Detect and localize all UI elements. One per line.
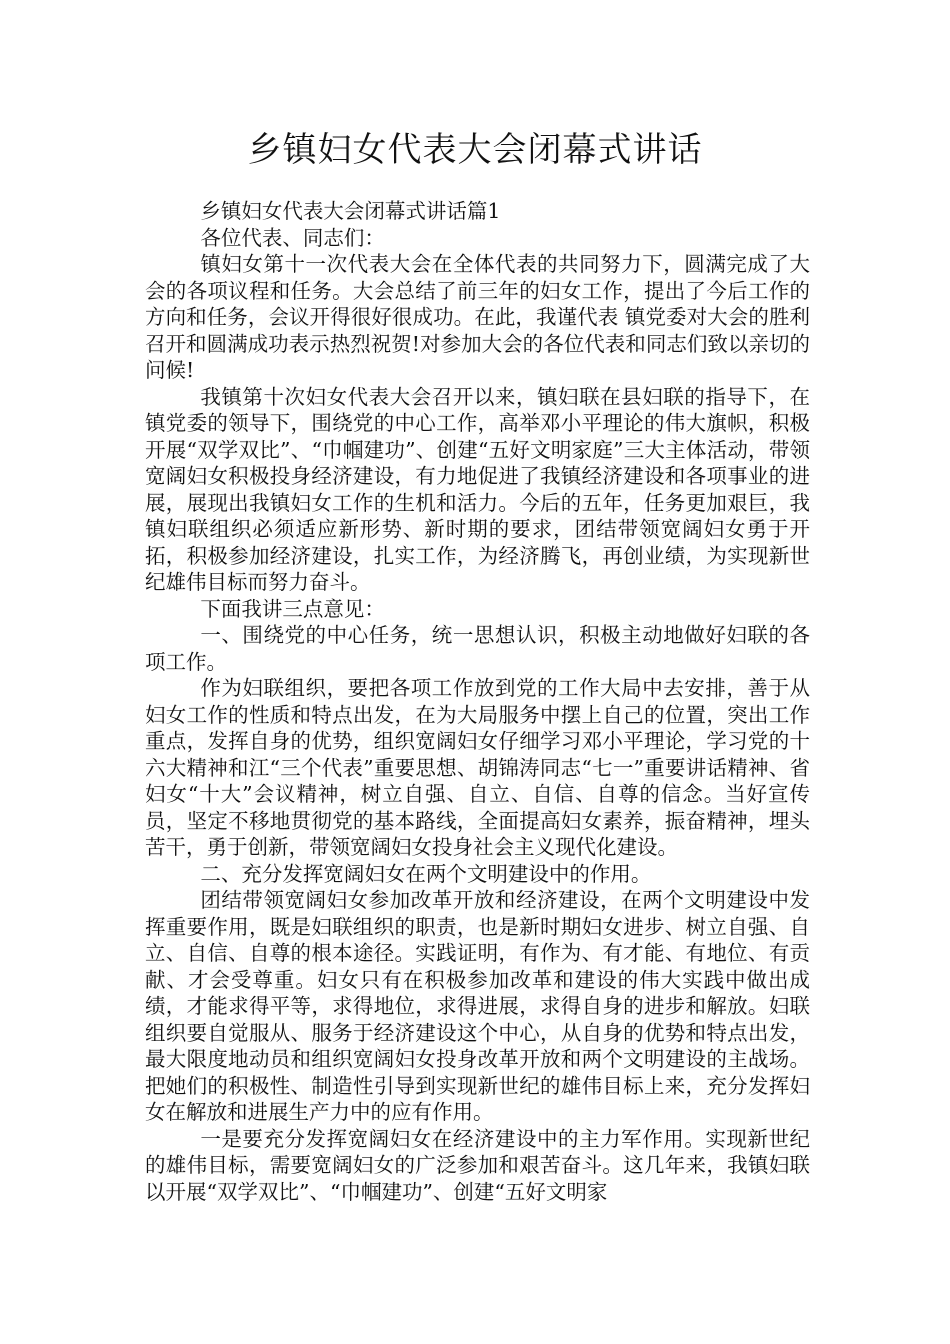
section-heading: 二、充分发挥宽阔妇女在两个文明建设中的作用。 — [200, 861, 652, 886]
subtitle-paragraph: 乡镇妇女代表大会闭幕式讲话篇1 — [200, 199, 501, 223]
body-paragraph: 团结带领宽阔妇女参加改革开放和经济建设，在两个文明建设中发挥重要作用，既是妇联组织的职责，也是新时期妇女进步、树立自强、自立、自信、自尊的根本途径。实践证明，有作为、有才能、有地位、有贡献、才会受尊重。妇女只有在积极参加改革和建设的伟大实践中做出成绩，才能求得平等，求得地位，求得进展，求得自身的进步和解放。妇联组织要自觉服从、服务于经济建设这个中心，从自身的优势和特点出发，最大限度地动员和组织宽阔妇女投身改革开放和两个文明建设的主战场。把她们的积极性、制造性引导到实现新世纪的雄伟目标上来，充分发挥妇女在解放和进展生产力中的应有作用。 — [145, 888, 810, 1124]
body-paragraph: 我镇第十次妇女代表大会召开以来，镇妇联在县妇联的指导下，在镇党委的领导下，围绕党的中心工作，高举邓小平理论的伟大旗帜，积极开展“双学双比”、“巾帼建功”、创建“五好文明家庭”三大主体活动，带领宽阔妇女积极投身经济建设，有力地促进了我镇经济建设和各项事业的进展，展现出我镇妇女工作的生机和活力。今后的五年，任务更加艰巨，我镇妇联组织必须适应新形势、新时期的要求，团结带领宽阔妇女勇于开拓，积极参加经济建设，扎实工作，为经济腾飞，再创业绩，为实现新世纪雄伟目标而努力奋斗。 — [145, 384, 810, 594]
document-body — [145, 198, 810, 1205]
body-paragraph: 一是要充分发挥宽阔妇女在经济建设中的主力军作用。实现新世纪的雄伟目标，需要宽阔妇女的广泛参加和艰苦奋斗。这几年来，我镇妇联以开展“双学双比”、“巾帼建功”、创建“五好文明家 — [145, 1126, 810, 1204]
salutation-paragraph: 各位代表、同志们： — [200, 225, 385, 250]
body-paragraph: 作为妇联组织，要把各项工作放到党的工作大局中去安排，善于从妇女工作的性质和特点出发，在为大局服务中摆上自己的位置，突出工作重点，发挥自身的优势，组织宽阔妇女仔细学习邓小平理论，学习党的十六大精神和江“三个代表”重要思想、胡锦涛同志“七一”重要讲话精神、省妇女“十大”会议精神，树立自强、自立、自信、自尊的信念。当好宣传员，坚定不移地贯彻党的基本路线，全面提高妇女素养，振奋精神，埋头苦干，勇于创新，带领宽阔妇女投身社会主义现代化建设。 — [145, 676, 810, 859]
document-title: 乡镇妇女代表大会闭幕式讲话 — [247, 130, 703, 170]
section-heading: 一、围绕党的中心任务，统一思想认识，积极主动地做好妇联的各项工作。 — [145, 623, 810, 674]
body-paragraph: 下面我讲三点意见： — [200, 596, 385, 621]
body-paragraph: 镇妇女第十一次代表大会在全体代表的共同努力下，圆满完成了大会的各项议程和任务。大会总结了前三年的妇女工作，提出了今后工作的方向和任务，会议开得很好很成功。在此，我谨代表 镇党委对大会的胜利召开和圆满成功表示热烈祝贺!对参加大会的各位代表和同志们致以亲切的问候! — [145, 252, 810, 382]
